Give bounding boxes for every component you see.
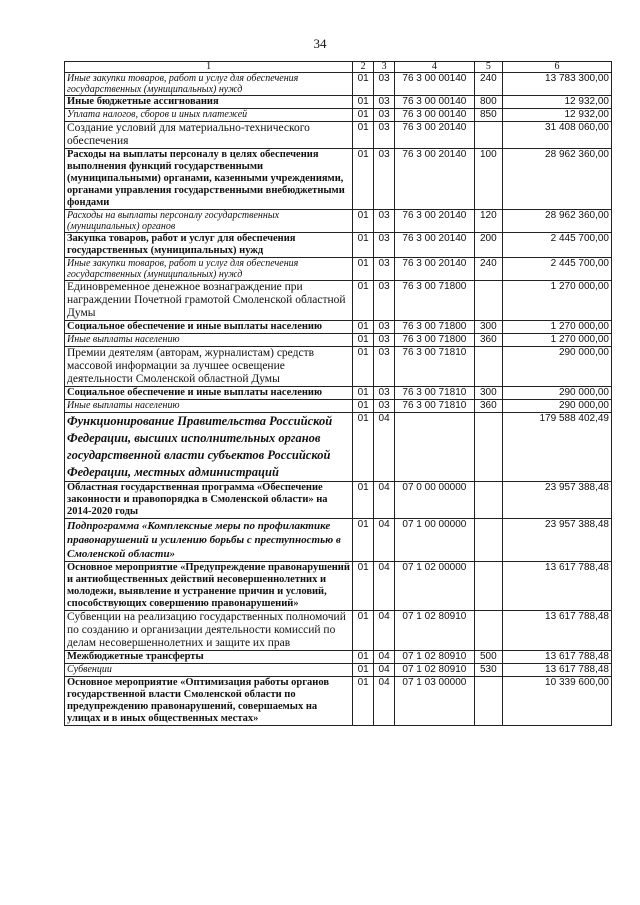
- table-row: [65, 258, 612, 281]
- section-code-cell: 01: [353, 611, 374, 651]
- target-article-cell: 07 1 02 80910: [395, 664, 475, 677]
- table-row: [65, 149, 612, 210]
- amount-cell: 12 932,00: [502, 96, 611, 109]
- amount-cell: 1 270 000,00: [502, 334, 611, 347]
- target-article-cell: 76 3 00 20140: [395, 210, 475, 233]
- row-name-cell: Иные закупки товаров, работ и услуг для обеспечения государственных (муниципальных) нужд: [65, 73, 353, 96]
- table-row: [65, 210, 612, 233]
- amount-cell: 12 932,00: [502, 109, 611, 122]
- amount-cell: 290 000,00: [502, 400, 611, 413]
- amount-cell: 10 339 600,00: [502, 677, 611, 726]
- expense-type-cell: [474, 413, 502, 482]
- section-code-cell: 01: [353, 281, 374, 321]
- expense-type-cell: 200: [474, 233, 502, 258]
- target-article-cell: 07 1 00 00000: [395, 519, 475, 562]
- expense-type-cell: 100: [474, 149, 502, 210]
- expense-type-cell: 850: [474, 109, 502, 122]
- section-code-cell: 01: [353, 413, 374, 482]
- expense-type-cell: 800: [474, 96, 502, 109]
- target-article-cell: 07 1 02 00000: [395, 562, 475, 611]
- subsection-code-cell: 03: [374, 96, 395, 109]
- target-article-cell: 76 3 00 20140: [395, 233, 475, 258]
- target-article-cell: 76 3 00 00140: [395, 109, 475, 122]
- table-row: [65, 109, 612, 122]
- header-cell: 4: [395, 62, 475, 73]
- row-name-cell: Подпрограмма «Комплексные меры по профилактике правонарушений и усилению борьбы с преступностью в Смоленской области»: [65, 519, 353, 562]
- target-article-cell: 07 0 00 00000: [395, 482, 475, 519]
- section-code-cell: 01: [353, 334, 374, 347]
- subsection-code-cell: 03: [374, 258, 395, 281]
- row-name-cell: Иные закупки товаров, работ и услуг для обеспечения государственных (муниципальных) нужд: [65, 258, 353, 281]
- subsection-code-cell: 04: [374, 651, 395, 664]
- subsection-code-cell: 03: [374, 233, 395, 258]
- amount-cell: 179 588 402,49: [502, 413, 611, 482]
- subsection-code-cell: 03: [374, 281, 395, 321]
- table-row: [65, 664, 612, 677]
- expense-type-cell: 530: [474, 664, 502, 677]
- table-row: [65, 321, 612, 334]
- amount-cell: 290 000,00: [502, 387, 611, 400]
- subsection-code-cell: 03: [374, 400, 395, 413]
- amount-cell: 13 617 788,48: [502, 611, 611, 651]
- row-name-cell: Премии деятелям (авторам, журналистам) средств массовой информации за лучшее освещение деятельности Смоленской областной Думы: [65, 347, 353, 387]
- row-name-cell: Субвенции: [65, 664, 353, 677]
- section-code-cell: 01: [353, 387, 374, 400]
- amount-cell: 13 617 788,48: [502, 562, 611, 611]
- target-article-cell: 07 1 03 00000: [395, 677, 475, 726]
- subsection-code-cell: 03: [374, 149, 395, 210]
- subsection-code-cell: 03: [374, 109, 395, 122]
- row-name-cell: Основное мероприятие «Предупреждение правонарушений и антиобщественных действий несовершеннолетних и молодежи, выявление и устранение причин и условий, способствующих совершению правонарушений»: [65, 562, 353, 611]
- row-name-cell: Уплата налогов, сборов и иных платежей: [65, 109, 353, 122]
- expense-type-cell: [474, 677, 502, 726]
- header-cell: 2: [353, 62, 374, 73]
- section-code-cell: 01: [353, 73, 374, 96]
- subsection-code-cell: 03: [374, 122, 395, 149]
- row-name-cell: Функционирование Правительства Российской Федерации, высших исполнительных органов государственной власти субъектов Российской Федерации, местных администраций: [65, 413, 353, 482]
- target-article-cell: 76 3 00 00140: [395, 96, 475, 109]
- table-row: [65, 281, 612, 321]
- subsection-code-cell: 04: [374, 519, 395, 562]
- row-name-cell: Иные выплаты населению: [65, 400, 353, 413]
- row-name-cell: Единовременное денежное вознаграждение при награждении Почетной грамотой Смоленской областной Думы: [65, 281, 353, 321]
- expense-type-cell: 300: [474, 321, 502, 334]
- table-row: [65, 519, 612, 562]
- subsection-code-cell: 04: [374, 611, 395, 651]
- target-article-cell: 76 3 00 71810: [395, 400, 475, 413]
- table-row: [65, 400, 612, 413]
- target-article-cell: 07 1 02 80910: [395, 611, 475, 651]
- amount-cell: 2 445 700,00: [502, 233, 611, 258]
- budget-table: [64, 61, 612, 726]
- expense-type-cell: [474, 482, 502, 519]
- section-code-cell: 01: [353, 651, 374, 664]
- expense-type-cell: 360: [474, 400, 502, 413]
- table-row: [65, 334, 612, 347]
- amount-cell: 23 957 388,48: [502, 482, 611, 519]
- subsection-code-cell: 03: [374, 321, 395, 334]
- table-row: [65, 347, 612, 387]
- target-article-cell: 07 1 02 80910: [395, 651, 475, 664]
- table-row: [65, 73, 612, 96]
- header-cell: 5: [474, 62, 502, 73]
- row-name-cell: Создание условий для материально-технического обеспечения: [65, 122, 353, 149]
- table-row: [65, 413, 612, 482]
- expense-type-cell: 360: [474, 334, 502, 347]
- table-row: [65, 233, 612, 258]
- table-row: [65, 96, 612, 109]
- expense-type-cell: [474, 562, 502, 611]
- expense-type-cell: [474, 347, 502, 387]
- section-code-cell: 01: [353, 258, 374, 281]
- subsection-code-cell: 04: [374, 677, 395, 726]
- target-article-cell: 76 3 00 71800: [395, 334, 475, 347]
- target-article-cell: 76 3 00 00140: [395, 73, 475, 96]
- section-code-cell: 01: [353, 233, 374, 258]
- section-code-cell: 01: [353, 677, 374, 726]
- section-code-cell: 01: [353, 347, 374, 387]
- section-code-cell: 01: [353, 122, 374, 149]
- amount-cell: 28 962 360,00: [502, 210, 611, 233]
- row-name-cell: Социальное обеспечение и иные выплаты населению: [65, 387, 353, 400]
- expense-type-cell: 500: [474, 651, 502, 664]
- row-name-cell: Расходы на выплаты персоналу государственных (муниципальных) органов: [65, 210, 353, 233]
- target-article-cell: 76 3 00 71810: [395, 387, 475, 400]
- amount-cell: 13 617 788,48: [502, 651, 611, 664]
- subsection-code-cell: 03: [374, 334, 395, 347]
- section-code-cell: 01: [353, 400, 374, 413]
- amount-cell: 23 957 388,48: [502, 519, 611, 562]
- section-code-cell: 01: [353, 109, 374, 122]
- target-article-cell: 76 3 00 71800: [395, 281, 475, 321]
- subsection-code-cell: 04: [374, 413, 395, 482]
- section-code-cell: 01: [353, 321, 374, 334]
- table-header-row: [65, 62, 612, 73]
- table-row: [65, 611, 612, 651]
- row-name-cell: Расходы на выплаты персоналу в целях обеспечения выполнения функций государственными (муниципальными) органами, казенными учреждениями, органами управления государственными внебюджетными фондами: [65, 149, 353, 210]
- header-cell: 6: [502, 62, 611, 73]
- expense-type-cell: [474, 611, 502, 651]
- expense-type-cell: 240: [474, 258, 502, 281]
- target-article-cell: 76 3 00 71800: [395, 321, 475, 334]
- table-row: [65, 482, 612, 519]
- header-cell: 3: [374, 62, 395, 73]
- amount-cell: 1 270 000,00: [502, 281, 611, 321]
- row-name-cell: Иные бюджетные ассигнования: [65, 96, 353, 109]
- subsection-code-cell: 04: [374, 562, 395, 611]
- row-name-cell: Субвенции на реализацию государственных полномочий по созданию и организации деятельности комиссий по делам несовершеннолетних и защите их прав: [65, 611, 353, 651]
- expense-type-cell: [474, 519, 502, 562]
- subsection-code-cell: 03: [374, 347, 395, 387]
- table-row: [65, 122, 612, 149]
- target-article-cell: 76 3 00 20140: [395, 258, 475, 281]
- target-article-cell: 76 3 00 71810: [395, 347, 475, 387]
- target-article-cell: [395, 413, 475, 482]
- amount-cell: 13 783 300,00: [502, 73, 611, 96]
- row-name-cell: Социальное обеспечение и иные выплаты населению: [65, 321, 353, 334]
- section-code-cell: 01: [353, 562, 374, 611]
- table-row: [65, 651, 612, 664]
- expense-type-cell: 240: [474, 73, 502, 96]
- target-article-cell: 76 3 00 20140: [395, 149, 475, 210]
- subsection-code-cell: 03: [374, 210, 395, 233]
- row-name-cell: Областная государственная программа «Обеспечение законности и правопорядка в Смоленской области» на 2014-2020 годы: [65, 482, 353, 519]
- section-code-cell: 01: [353, 96, 374, 109]
- table-row: [65, 562, 612, 611]
- page-number: 34: [313, 36, 327, 51]
- amount-cell: 290 000,00: [502, 347, 611, 387]
- expense-type-cell: 300: [474, 387, 502, 400]
- expense-type-cell: [474, 122, 502, 149]
- section-code-cell: 01: [353, 664, 374, 677]
- table-row: [65, 387, 612, 400]
- row-name-cell: Закупка товаров, работ и услуг для обеспечения государственных (муниципальных) нужд: [65, 233, 353, 258]
- section-code-cell: 01: [353, 519, 374, 562]
- row-name-cell: Основное мероприятие «Оптимизация работы органов государственной власти Смоленской области по предупреждению правонарушений, совершаемых на улицах и в иных общественных местах»: [65, 677, 353, 726]
- amount-cell: 13 617 788,48: [502, 664, 611, 677]
- subsection-code-cell: 04: [374, 482, 395, 519]
- amount-cell: 31 408 060,00: [502, 122, 611, 149]
- row-name-cell: Иные выплаты населению: [65, 334, 353, 347]
- section-code-cell: 01: [353, 210, 374, 233]
- expense-type-cell: 120: [474, 210, 502, 233]
- subsection-code-cell: 03: [374, 387, 395, 400]
- row-name-cell: Межбюджетные трансферты: [65, 651, 353, 664]
- expense-type-cell: [474, 281, 502, 321]
- subsection-code-cell: 04: [374, 664, 395, 677]
- amount-cell: 2 445 700,00: [502, 258, 611, 281]
- amount-cell: 1 270 000,00: [502, 321, 611, 334]
- table-row: [65, 677, 612, 726]
- section-code-cell: 01: [353, 482, 374, 519]
- header-cell: 1: [65, 62, 353, 73]
- section-code-cell: 01: [353, 149, 374, 210]
- amount-cell: 28 962 360,00: [502, 149, 611, 210]
- target-article-cell: 76 3 00 20140: [395, 122, 475, 149]
- subsection-code-cell: 03: [374, 73, 395, 96]
